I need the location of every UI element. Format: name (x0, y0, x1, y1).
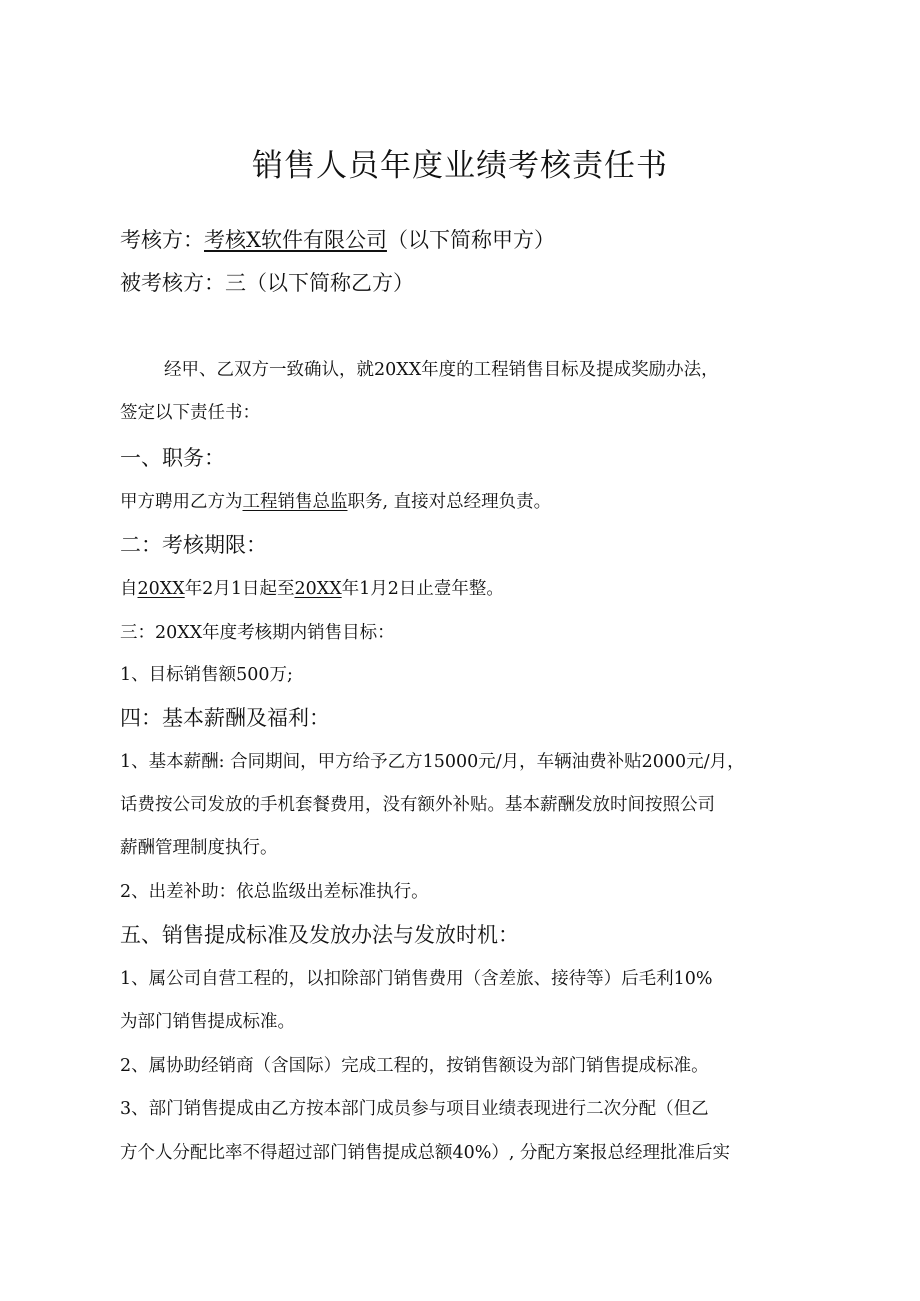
section-1-text (120, 487, 551, 517)
party-a-note: （以下简称甲方） (386, 228, 555, 252)
intro-line-1: 经甲、乙双方一致确认，就20XX年度的工程销售目标及提成奖励办法， (164, 360, 719, 380)
section-2-year-end: 20XX (294, 579, 342, 599)
party-a-name: 考核X软件有限公司 (204, 228, 387, 252)
section-1-text-before: 甲方聘用乙方为 (120, 492, 243, 512)
section-2-heading: 二：考核期限： (120, 533, 267, 557)
section-4-heading: 四：基本薪酬及福利： (120, 706, 330, 730)
section-4-item-2: 2、出差补助：依总监级出差标准执行。 (120, 882, 429, 902)
section-5-item-3-line-2: 方个人分配比率不得超过部门销售提成总额40%）, 分配方案报总经理批准后实 (120, 1143, 731, 1163)
section-5-heading: 五、销售提成标准及发放办法与发放时机： (120, 923, 519, 947)
section-3-item-1: 1、目标销售额500万; (120, 665, 293, 685)
section-5-item-1-line-2: 为部门销售提成标准。 (120, 1012, 295, 1032)
section-5-item-1-line-1: 1、属公司自营工程的，以扣除部门销售费用（含差旅、接待等）后毛利10% (120, 969, 713, 989)
party-a-label: 考核方： (120, 228, 204, 252)
section-5-item-3-line-1: 3、部门销售提成由乙方按本部门成员参与项目业绩表现进行二次分配（但乙 (120, 1099, 709, 1119)
section-3-heading: 三：20XX年度考核期内销售目标： (120, 623, 395, 643)
section-4-item-1-line-1: 1、基本薪酬: 合同期间，甲方给予乙方15000元/月，车辆油费补贴2000元/月， (120, 752, 745, 772)
intro-line-2: 签定以下责任书： (120, 403, 260, 423)
section-2-period (120, 574, 504, 604)
party-b-name: 三 (225, 271, 246, 295)
section-2-p1: 自 (120, 579, 138, 599)
party-b-line (120, 268, 414, 298)
section-4-item-1-line-2: 话费按公司发放的手机套餐费用，没有额外补贴。基本薪酬发放时间按照公司 (120, 795, 715, 815)
section-2-p3: 年1月2日止壹年整。 (341, 579, 504, 599)
section-2-p2: 年2月1日起至 (184, 579, 295, 599)
section-2-year-start: 20XX (137, 579, 185, 599)
document-title: 销售人员年度业绩考核责任书 (252, 148, 668, 184)
party-b-label: 被考核方： (120, 271, 225, 295)
section-5-item-2: 2、属协助经销商（含国际）完成工程的，按销售额设为部门销售提成标准。 (120, 1056, 709, 1076)
party-a-line (120, 225, 555, 255)
section-4-item-1-line-3: 薪酬管理制度执行。 (120, 838, 278, 858)
section-1-heading: 一、职务： (120, 446, 225, 470)
party-b-note: （以下简称乙方） (246, 271, 414, 295)
section-1-text-after: 职务, 直接对总经理负责。 (347, 492, 552, 512)
section-1-position: 工程销售总监 (242, 492, 348, 512)
